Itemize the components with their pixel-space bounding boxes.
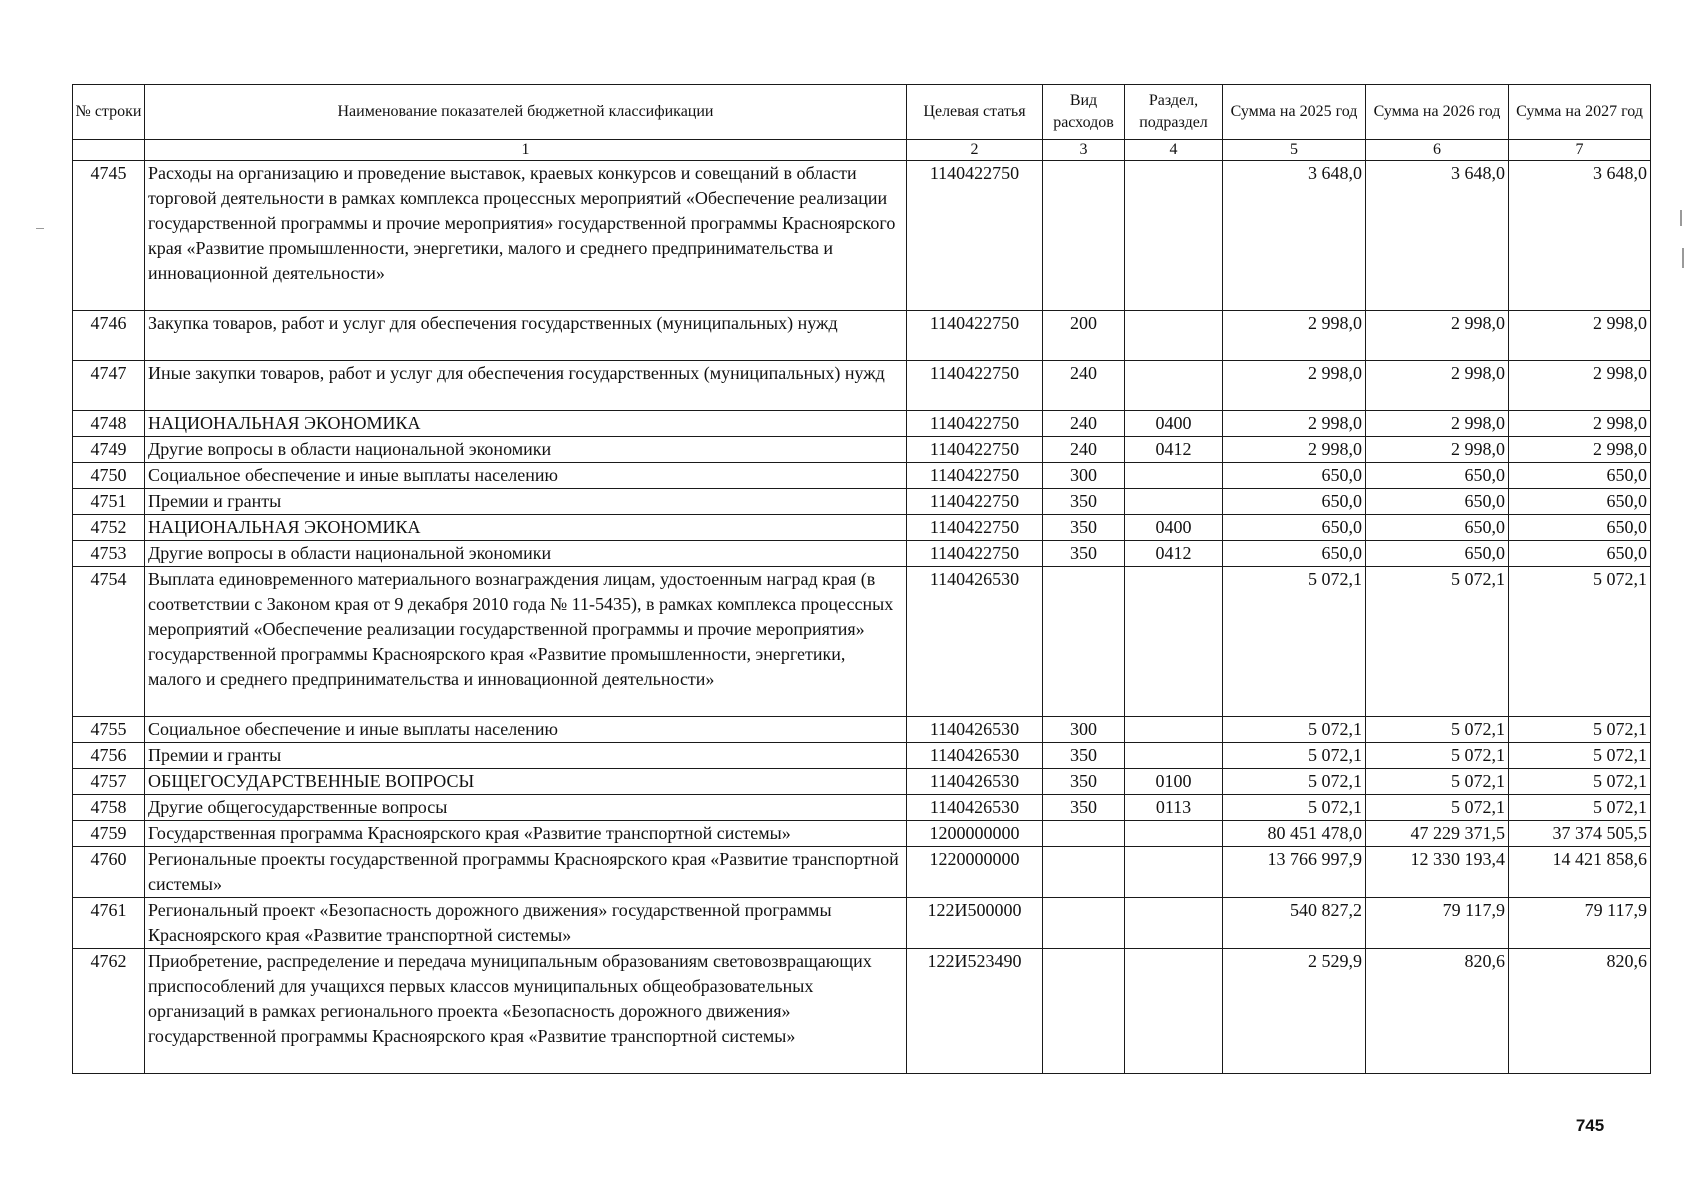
sum-2026-cell: 2 998,0: [1366, 311, 1509, 361]
sum-2026-cell: 5 072,1: [1366, 717, 1509, 743]
header-name: Наименование показателей бюджетной классификации: [145, 85, 907, 140]
row-number-cell: 4748: [73, 411, 145, 437]
row-number-cell: 4753: [73, 541, 145, 567]
section-cell: [1125, 567, 1223, 717]
sum-2025-cell: 650,0: [1223, 541, 1366, 567]
indicator-name-cell: Иные закупки товаров, работ и услуг для обеспечения государственных (муниципальных) нужд: [145, 361, 907, 411]
target-article-cell: 122И500000: [907, 898, 1043, 949]
sum-2025-cell: 2 998,0: [1223, 311, 1366, 361]
scan-speck: [1682, 248, 1684, 268]
sum-2027-cell: 5 072,1: [1509, 743, 1651, 769]
expense-type-cell: 350: [1043, 795, 1125, 821]
indicator-name-cell: ОБЩЕГОСУДАРСТВЕННЫЕ ВОПРОСЫ: [145, 769, 907, 795]
sum-2027-cell: 2 998,0: [1509, 437, 1651, 463]
column-number: 1: [145, 140, 907, 161]
sum-2025-cell: 13 766 997,9: [1223, 847, 1366, 898]
row-number-cell: 4750: [73, 463, 145, 489]
column-number: 7: [1509, 140, 1651, 161]
indicator-name-cell: Региональные проекты государственной программы Красноярского края «Развитие транспортной системы»: [145, 847, 907, 898]
section-cell: 0412: [1125, 541, 1223, 567]
header-target: Целевая статья: [907, 85, 1043, 140]
table-row: [73, 161, 1651, 311]
table-row: [73, 567, 1651, 717]
expense-type-cell: 350: [1043, 515, 1125, 541]
table-body: [73, 161, 1651, 1074]
target-article-cell: 1220000000: [907, 847, 1043, 898]
sum-2026-cell: 12 330 193,4: [1366, 847, 1509, 898]
section-cell: [1125, 489, 1223, 515]
column-numbers-row: [73, 140, 1651, 161]
section-cell: [1125, 821, 1223, 847]
section-cell: [1125, 361, 1223, 411]
sum-2025-cell: 650,0: [1223, 489, 1366, 515]
sum-2026-cell: 2 998,0: [1366, 437, 1509, 463]
sum-2026-cell: 820,6: [1366, 949, 1509, 1074]
indicator-name-cell: Выплата единовременного материального вознаграждения лицам, удостоенным наград края (в соответствии с Законом края от 9 декабря 2010 года № 11-5435), в рамках комплекса процессных мероприятий «Обеспечение реализации государственной программы и прочие мероприятия» государственной программы Красноярского края «Развитие промышленности, энергетики, малого и среднего предпринимательства и инновационной деятельности»: [145, 567, 907, 717]
target-article-cell: 1140422750: [907, 311, 1043, 361]
sum-2026-cell: 79 117,9: [1366, 898, 1509, 949]
sum-2026-cell: 650,0: [1366, 489, 1509, 515]
target-article-cell: 1140426530: [907, 769, 1043, 795]
section-cell: 0400: [1125, 411, 1223, 437]
indicator-name-cell: НАЦИОНАЛЬНАЯ ЭКОНОМИКА: [145, 515, 907, 541]
sum-2026-cell: 650,0: [1366, 463, 1509, 489]
row-number-cell: 4745: [73, 161, 145, 311]
section-cell: 0113: [1125, 795, 1223, 821]
row-number-cell: 4746: [73, 311, 145, 361]
sum-2026-cell: 2 998,0: [1366, 411, 1509, 437]
table-row: [73, 515, 1651, 541]
expense-type-cell: [1043, 821, 1125, 847]
sum-2027-cell: 650,0: [1509, 489, 1651, 515]
sum-2025-cell: 80 451 478,0: [1223, 821, 1366, 847]
indicator-name-cell: Приобретение, распределение и передача муниципальным образованиям световозвращающих приспособлений для учащихся первых классов муниципальных общеобразовательных организаций в рамках регионального проекта «Безопасность дорожного движения» государственной программы Красноярского края «Развитие транспортной системы»: [145, 949, 907, 1074]
sum-2025-cell: 2 998,0: [1223, 361, 1366, 411]
sum-2025-cell: 2 998,0: [1223, 411, 1366, 437]
row-number-cell: 4759: [73, 821, 145, 847]
expense-type-cell: 200: [1043, 311, 1125, 361]
sum-2026-cell: 5 072,1: [1366, 567, 1509, 717]
row-number-cell: 4751: [73, 489, 145, 515]
indicator-name-cell: Другие общегосударственные вопросы: [145, 795, 907, 821]
sum-2027-cell: 650,0: [1509, 541, 1651, 567]
section-cell: [1125, 463, 1223, 489]
sum-2027-cell: 5 072,1: [1509, 769, 1651, 795]
section-cell: 0400: [1125, 515, 1223, 541]
scan-speck: [36, 228, 44, 229]
column-number: 3: [1043, 140, 1125, 161]
target-article-cell: 1140422750: [907, 489, 1043, 515]
header-sum-2025: Сумма на 2025 год: [1223, 85, 1366, 140]
sum-2026-cell: 650,0: [1366, 541, 1509, 567]
header-sum-2027: Сумма на 2027 год: [1509, 85, 1651, 140]
section-cell: [1125, 949, 1223, 1074]
indicator-name-cell: Другие вопросы в области национальной экономики: [145, 437, 907, 463]
indicator-name-cell: Закупка товаров, работ и услуг для обеспечения государственных (муниципальных) нужд: [145, 311, 907, 361]
sum-2025-cell: 3 648,0: [1223, 161, 1366, 311]
sum-2025-cell: 5 072,1: [1223, 717, 1366, 743]
sum-2026-cell: 2 998,0: [1366, 361, 1509, 411]
table-row: [73, 437, 1651, 463]
column-number: 5: [1223, 140, 1366, 161]
table-row: [73, 949, 1651, 1074]
sum-2025-cell: 540 827,2: [1223, 898, 1366, 949]
row-number-cell: 4747: [73, 361, 145, 411]
expense-type-cell: 240: [1043, 411, 1125, 437]
column-number: 2: [907, 140, 1043, 161]
target-article-cell: 1140422750: [907, 411, 1043, 437]
indicator-name-cell: Социальное обеспечение и иные выплаты населению: [145, 717, 907, 743]
sum-2027-cell: 3 648,0: [1509, 161, 1651, 311]
table-row: [73, 898, 1651, 949]
section-cell: [1125, 898, 1223, 949]
table-row: [73, 463, 1651, 489]
sum-2027-cell: 2 998,0: [1509, 361, 1651, 411]
sum-2027-cell: 650,0: [1509, 515, 1651, 541]
indicator-name-cell: Премии и гранты: [145, 489, 907, 515]
column-number: [73, 140, 145, 161]
expense-type-cell: 240: [1043, 361, 1125, 411]
section-cell: [1125, 311, 1223, 361]
row-number-cell: 4749: [73, 437, 145, 463]
table-row: [73, 743, 1651, 769]
row-number-cell: 4752: [73, 515, 145, 541]
sum-2027-cell: 650,0: [1509, 463, 1651, 489]
expense-type-cell: [1043, 898, 1125, 949]
indicator-name-cell: Премии и гранты: [145, 743, 907, 769]
row-number-cell: 4758: [73, 795, 145, 821]
sum-2027-cell: 79 117,9: [1509, 898, 1651, 949]
expense-type-cell: 350: [1043, 743, 1125, 769]
sum-2025-cell: 5 072,1: [1223, 743, 1366, 769]
sum-2026-cell: 5 072,1: [1366, 743, 1509, 769]
target-article-cell: 1140422750: [907, 541, 1043, 567]
expense-type-cell: 350: [1043, 769, 1125, 795]
indicator-name-cell: Другие вопросы в области национальной экономики: [145, 541, 907, 567]
target-article-cell: 1140426530: [907, 795, 1043, 821]
section-cell: [1125, 717, 1223, 743]
header-section: Раздел, подраздел: [1125, 85, 1223, 140]
sum-2025-cell: 5 072,1: [1223, 769, 1366, 795]
table-row: [73, 717, 1651, 743]
sum-2027-cell: 5 072,1: [1509, 567, 1651, 717]
expense-type-cell: [1043, 847, 1125, 898]
sum-2025-cell: 5 072,1: [1223, 567, 1366, 717]
column-number: 4: [1125, 140, 1223, 161]
target-article-cell: 122И523490: [907, 949, 1043, 1074]
target-article-cell: 1140426530: [907, 567, 1043, 717]
header-sum-2026: Сумма на 2026 год: [1366, 85, 1509, 140]
indicator-name-cell: НАЦИОНАЛЬНАЯ ЭКОНОМИКА: [145, 411, 907, 437]
expense-type-cell: [1043, 161, 1125, 311]
table-row: [73, 847, 1651, 898]
target-article-cell: 1200000000: [907, 821, 1043, 847]
sum-2027-cell: 820,6: [1509, 949, 1651, 1074]
sum-2026-cell: 5 072,1: [1366, 769, 1509, 795]
header-row: [73, 85, 1651, 140]
table-row: [73, 311, 1651, 361]
header-expense-type: Вид расходов: [1043, 85, 1125, 140]
section-cell: [1125, 743, 1223, 769]
sum-2027-cell: 2 998,0: [1509, 311, 1651, 361]
row-number-cell: 4762: [73, 949, 145, 1074]
sum-2026-cell: 3 648,0: [1366, 161, 1509, 311]
target-article-cell: 1140422750: [907, 361, 1043, 411]
expense-type-cell: 300: [1043, 717, 1125, 743]
expense-type-cell: 240: [1043, 437, 1125, 463]
row-number-cell: 4761: [73, 898, 145, 949]
column-number: 6: [1366, 140, 1509, 161]
sum-2026-cell: 5 072,1: [1366, 795, 1509, 821]
target-article-cell: 1140426530: [907, 717, 1043, 743]
row-number-cell: 4760: [73, 847, 145, 898]
budget-table: [72, 84, 1651, 1074]
sum-2027-cell: 2 998,0: [1509, 411, 1651, 437]
indicator-name-cell: Расходы на организацию и проведение выставок, краевых конкурсов и совещаний в области торговой деятельности в рамках комплекса процессных мероприятий «Обеспечение реализации государственной программы и прочие мероприятия» государственной программы Красноярского края «Развитие промышленности, энергетики, малого и среднего предпринимательства и инновационной деятельности»: [145, 161, 907, 311]
expense-type-cell: 300: [1043, 463, 1125, 489]
expense-type-cell: [1043, 567, 1125, 717]
indicator-name-cell: Государственная программа Красноярского края «Развитие транспортной системы»: [145, 821, 907, 847]
sum-2027-cell: 5 072,1: [1509, 717, 1651, 743]
row-number-cell: 4757: [73, 769, 145, 795]
expense-type-cell: [1043, 949, 1125, 1074]
target-article-cell: 1140422750: [907, 437, 1043, 463]
sum-2027-cell: 5 072,1: [1509, 795, 1651, 821]
row-number-cell: 4755: [73, 717, 145, 743]
sum-2025-cell: 650,0: [1223, 515, 1366, 541]
table-row: [73, 541, 1651, 567]
row-number-cell: 4754: [73, 567, 145, 717]
scan-speck: [1680, 210, 1682, 226]
expense-type-cell: 350: [1043, 541, 1125, 567]
section-cell: [1125, 161, 1223, 311]
indicator-name-cell: Социальное обеспечение и иные выплаты населению: [145, 463, 907, 489]
section-cell: 0100: [1125, 769, 1223, 795]
section-cell: [1125, 847, 1223, 898]
page-number: 745: [1575, 1116, 1605, 1135]
table-row: [73, 795, 1651, 821]
sum-2025-cell: 650,0: [1223, 463, 1366, 489]
indicator-name-cell: Региональный проект «Безопасность дорожного движения» государственной программы Красноярского края «Развитие транспортной системы»: [145, 898, 907, 949]
sum-2025-cell: 2 998,0: [1223, 437, 1366, 463]
section-cell: 0412: [1125, 437, 1223, 463]
header-row-no: № строки: [73, 85, 145, 140]
target-article-cell: 1140422750: [907, 161, 1043, 311]
row-number-cell: 4756: [73, 743, 145, 769]
sum-2027-cell: 14 421 858,6: [1509, 847, 1651, 898]
table-row: [73, 821, 1651, 847]
target-article-cell: 1140426530: [907, 743, 1043, 769]
target-article-cell: 1140422750: [907, 463, 1043, 489]
sum-2025-cell: 2 529,9: [1223, 949, 1366, 1074]
table-row: [73, 411, 1651, 437]
sum-2025-cell: 5 072,1: [1223, 795, 1366, 821]
table-row: [73, 361, 1651, 411]
sum-2026-cell: 47 229 371,5: [1366, 821, 1509, 847]
table-row: [73, 489, 1651, 515]
sum-2027-cell: 37 374 505,5: [1509, 821, 1651, 847]
table-row: [73, 769, 1651, 795]
target-article-cell: 1140422750: [907, 515, 1043, 541]
expense-type-cell: 350: [1043, 489, 1125, 515]
sum-2026-cell: 650,0: [1366, 515, 1509, 541]
